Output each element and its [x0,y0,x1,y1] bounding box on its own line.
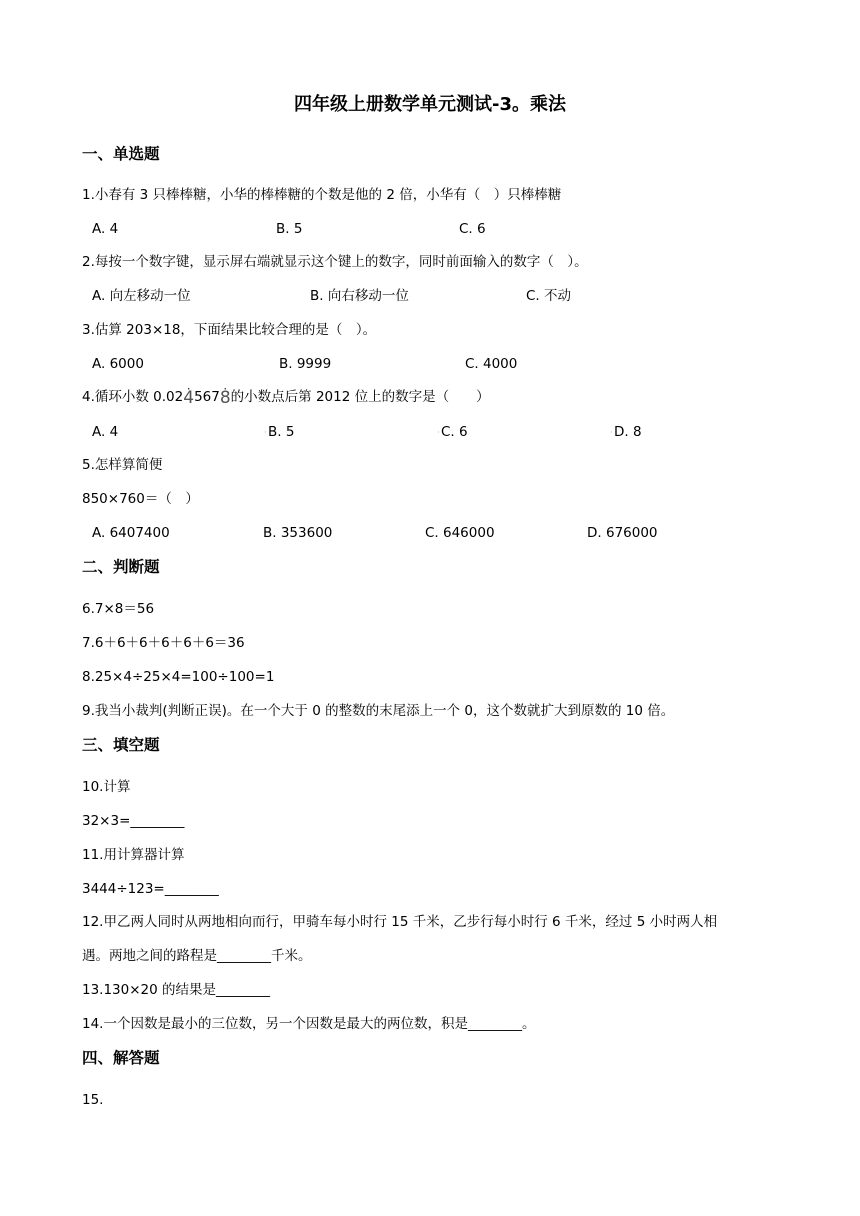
question-4-stem-middle: 567 [194,389,220,405]
question-3-option-b: B. 9999 [279,356,332,372]
section-heading-fill-in: 三、填空题 [82,736,160,754]
option-marker-icon: · [437,428,440,437]
question-1-stem: 1.小春有 3 只棒棒糖，小华的棒棒糖的个数是他的 2 倍，小华有（ ）只棒棒糖 [82,187,562,203]
question-14: 14.一个因数是最小的三位数，另一个因数是最大的两位数，积是________。 [82,1016,536,1032]
question-3-stem: 3.估算 203×18，下面结果比较合理的是（ ）。 [82,322,377,338]
question-4-option-c-label: C. 6 [441,424,468,440]
question-12-line-1: 12.甲乙两人同时从两地相向而行，甲骑车每小时行 15 千米，乙步行每小时行 6 千米，经过 5 小时两人相 [82,914,718,930]
question-4-stem-prefix: 4.循环小数 0.02 [82,389,184,405]
question-7: 7.6＋6＋6＋6＋6＋6＝36 [82,635,245,651]
repeating-end-digit: · 8 [220,389,231,407]
question-13: 13.130×20 的结果是________ [82,982,271,998]
repeating-start-digit: · 4 [183,389,194,407]
question-1-option-a: A. 4 [92,221,119,237]
question-11-stem: 11.用计算器计算 [82,847,185,863]
question-4-option-b-label: B. 5 [268,424,295,440]
question-2-stem: 2.每按一个数字键，显示屏右端就显示这个键上的数字，同时前面输入的数字（ ）。 [82,254,588,270]
question-1-option-b: B. 5 [276,221,303,237]
section-heading-single-choice: 一、单选题 [82,145,160,163]
question-6: 6.7×8＝56 [82,601,155,617]
question-12-line-2: 遇。两地之间的路程是________千米。 [82,948,312,964]
section-heading-true-false: 二、判断题 [82,558,160,576]
question-2-option-a: A. 向左移动一位 [92,288,191,304]
question-4-option-d-label: D. 8 [614,424,642,440]
question-5-option-a: A. 6407400 [92,525,170,541]
question-2-option-c: C. 不动 [526,288,572,304]
question-15: 15. [82,1092,104,1108]
question-3-option-c: C. 4000 [465,356,518,372]
question-5-option-b: B. 353600 [263,525,333,541]
section-heading-solve: 四、解答题 [82,1049,160,1067]
question-4-option-b [264,423,294,442]
question-1-option-c: C. 6 [459,221,486,237]
question-9: 9.我当小裁判(判断正误)。在一个大于 0 的整数的末尾添上一个 0，这个数就扩大到原数的 10 倍。 [82,703,675,719]
question-8: 8.25×4÷25×4=100÷100=1 [82,669,275,685]
question-5-option-d: D. 676000 [587,525,658,541]
question-5-option-c: C. 646000 [425,525,495,541]
question-10-expression: 32×3=________ [82,813,185,829]
question-10-stem: 10.计算 [82,779,131,795]
question-5-stem: 5.怎样算简便 [82,457,163,473]
question-2-option-b: B. 向右移动一位 [310,288,409,304]
question-4-option-c [437,423,468,442]
page-title: 四年级上册数学单元测试-3。乘法 [294,94,566,115]
option-marker-icon: · [264,428,267,437]
question-4-stem-suffix: 的小数点后第 2012 位上的数字是（ ） [230,389,490,405]
question-11-expression: 3444÷123=________ [82,881,219,897]
question-3-option-a: A. 6000 [92,356,144,372]
option-marker-icon: · [610,428,613,437]
question-4-option-d [610,423,642,442]
question-4-option-a: A. 4 [92,424,119,440]
question-5-expression: 850×760＝（ ） [82,491,199,507]
question-4-stem [82,388,490,407]
